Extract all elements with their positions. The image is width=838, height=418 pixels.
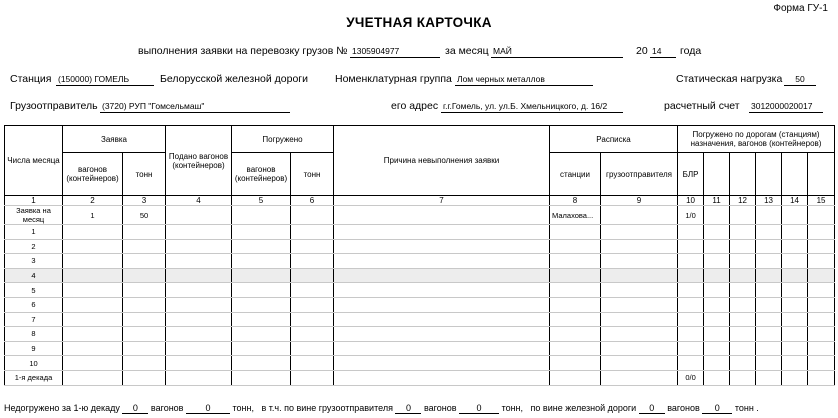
footer-text: вагонов (423, 403, 457, 413)
table-row (5, 254, 835, 269)
data-cell-tons[interactable] (123, 239, 166, 254)
footer-value[interactable]: 0 (459, 403, 499, 414)
data-cell[interactable] (291, 356, 334, 371)
column-number: 3 (123, 196, 166, 206)
footer-value[interactable]: 0 (186, 403, 230, 414)
data-cell-blr[interactable] (678, 312, 704, 327)
header-road-blank (730, 153, 756, 196)
data-cell[interactable] (334, 239, 550, 254)
address-label: его адрес (391, 100, 439, 112)
header-receipt-station: станции (550, 153, 601, 196)
data-cell[interactable] (601, 370, 678, 385)
data-cell[interactable] (601, 312, 678, 327)
row-label-cell: 3 (5, 254, 63, 269)
data-cell[interactable] (730, 327, 756, 342)
data-cell-wagons[interactable] (63, 239, 123, 254)
data-cell-station-sign[interactable] (550, 370, 601, 385)
footer-text: по вине железной дороги (530, 403, 637, 413)
data-cell-blr[interactable] (678, 225, 704, 240)
footer-text: вагонов (150, 403, 184, 413)
row-label-cell: 2 (5, 239, 63, 254)
data-cell[interactable] (601, 225, 678, 240)
data-cell-station-sign[interactable] (550, 327, 601, 342)
data-cell-tons[interactable] (123, 254, 166, 269)
data-cell[interactable] (782, 206, 808, 225)
header-road-blank (808, 153, 835, 196)
header-reason: Причина невыполнения заявки (334, 126, 550, 196)
nomenclature-label: Номенклатурная группа (335, 73, 452, 85)
data-cell[interactable] (756, 370, 782, 385)
data-cell[interactable] (808, 327, 835, 342)
data-cell[interactable] (782, 370, 808, 385)
data-cell[interactable] (291, 239, 334, 254)
station-field[interactable]: (150000) ГОМЕЛЬ (56, 74, 154, 86)
column-number: 9 (601, 196, 678, 206)
data-cell[interactable] (291, 312, 334, 327)
data-cell-wagons[interactable] (63, 297, 123, 312)
footer-text: в т.ч. по вине грузоотправителя (261, 403, 393, 413)
table-row (5, 327, 835, 342)
data-cell[interactable] (601, 283, 678, 298)
form-code: Форма ГУ-1 (773, 3, 828, 14)
row-label-cell: 10 (5, 356, 63, 371)
table-row (5, 283, 835, 298)
data-cell[interactable] (334, 297, 550, 312)
data-cell[interactable] (601, 206, 678, 225)
header-road-blank (704, 153, 730, 196)
year-prefix: 20 (636, 45, 648, 57)
data-cell[interactable] (166, 356, 232, 371)
railway-label: Белорусской железной дороги (160, 73, 308, 85)
shipper-field[interactable]: (3720) РУП "Гомсельмаш" (100, 101, 290, 113)
data-cell-tons[interactable] (123, 283, 166, 298)
data-cell[interactable] (334, 206, 550, 225)
data-cell[interactable] (730, 206, 756, 225)
row-label-cell: 8 (5, 327, 63, 342)
data-cell[interactable] (232, 297, 291, 312)
data-cell[interactable] (730, 341, 756, 356)
data-cell[interactable] (730, 283, 756, 298)
data-cell[interactable] (166, 206, 232, 225)
data-cell-station-sign[interactable] (550, 356, 601, 371)
table-row (5, 370, 835, 385)
data-cell[interactable] (291, 206, 334, 225)
data-cell[interactable] (166, 297, 232, 312)
data-cell-blr[interactable]: 0/0 (678, 370, 704, 385)
data-cell[interactable] (601, 356, 678, 371)
data-cell[interactable] (232, 327, 291, 342)
data-cell[interactable] (782, 312, 808, 327)
data-cell-tons[interactable] (123, 370, 166, 385)
column-number: 10 (678, 196, 704, 206)
header-roads: Погружено по дорогам (станциям) назначения, вагонов (контейнеров) (678, 126, 835, 153)
column-number: 15 (808, 196, 835, 206)
data-cell[interactable] (730, 225, 756, 240)
header-road-blank (782, 153, 808, 196)
row-label-cell: 1 (5, 225, 63, 240)
data-cell[interactable] (704, 341, 730, 356)
data-cell[interactable] (756, 206, 782, 225)
month-field[interactable]: МАЙ (491, 46, 623, 58)
column-number: 6 (291, 196, 334, 206)
data-cell[interactable] (334, 327, 550, 342)
header-loaded: Погружено (232, 126, 334, 153)
column-number: 14 (782, 196, 808, 206)
data-cell[interactable] (166, 341, 232, 356)
data-cell[interactable] (782, 356, 808, 371)
data-cell[interactable] (782, 225, 808, 240)
data-cell-station-sign[interactable] (550, 312, 601, 327)
data-cell-tons[interactable] (123, 312, 166, 327)
data-cell[interactable] (704, 312, 730, 327)
data-cell-tons[interactable] (123, 225, 166, 240)
request-label: выполнения заявки на перевозку грузов № (138, 45, 348, 57)
data-cell[interactable] (166, 254, 232, 269)
data-cell[interactable] (291, 225, 334, 240)
data-cell[interactable] (232, 206, 291, 225)
data-cell[interactable] (601, 254, 678, 269)
static-load-label: Статическая нагрузка (676, 73, 783, 85)
data-cell[interactable] (808, 206, 835, 225)
data-cell[interactable] (808, 254, 835, 269)
column-number: 7 (334, 196, 550, 206)
data-cell[interactable] (334, 254, 550, 269)
footer-summary (4, 403, 759, 414)
shipper-label: Грузоотправитель (10, 100, 98, 112)
footer-value[interactable]: 0 (639, 403, 665, 414)
page-title: УЧЕТНАЯ КАРТОЧКА (346, 15, 492, 30)
data-cell[interactable] (808, 297, 835, 312)
data-cell[interactable] (704, 297, 730, 312)
header-receipt: Расписка (550, 126, 678, 153)
data-cell[interactable] (232, 225, 291, 240)
data-cell-station-sign[interactable] (550, 239, 601, 254)
data-cell-blr[interactable] (678, 283, 704, 298)
header-receipt-shipper: грузоотправителя (601, 153, 678, 196)
footer-value[interactable]: 0 (122, 403, 148, 414)
data-cell-station-sign[interactable]: Малахова... (550, 206, 601, 225)
column-number-row (5, 196, 835, 206)
data-cell[interactable] (808, 268, 835, 283)
table-row (5, 297, 835, 312)
nomenclature-field[interactable]: Лом черных металлов (455, 74, 593, 86)
data-cell-station-sign[interactable] (550, 268, 601, 283)
row-label-cell: 1-я декада (5, 370, 63, 385)
data-cell[interactable] (291, 254, 334, 269)
header-request-tons: тонн (123, 153, 166, 196)
row-label-cell: 6 (5, 297, 63, 312)
row-label-cell: 5 (5, 283, 63, 298)
header-request: Заявка (63, 126, 166, 153)
data-cell-tons[interactable]: 50 (123, 206, 166, 225)
data-cell[interactable] (704, 239, 730, 254)
record-table (4, 125, 835, 386)
data-cell[interactable] (730, 356, 756, 371)
data-cell[interactable] (601, 239, 678, 254)
header-request-wagons: вагонов (контейнеров) (63, 153, 123, 196)
request-number-field[interactable]: 1305904977 (350, 46, 440, 58)
data-cell[interactable] (291, 327, 334, 342)
table-row (5, 206, 835, 225)
data-cell[interactable] (232, 341, 291, 356)
data-cell-wagons[interactable] (63, 225, 123, 240)
data-cell[interactable] (166, 268, 232, 283)
table-row (5, 239, 835, 254)
data-cell-wagons[interactable]: 1 (63, 206, 123, 225)
data-cell[interactable] (782, 239, 808, 254)
data-cell[interactable] (291, 283, 334, 298)
data-cell[interactable] (808, 239, 835, 254)
footer-text: вагонов (667, 403, 700, 413)
data-cell[interactable] (756, 239, 782, 254)
data-cell[interactable] (601, 341, 678, 356)
data-cell[interactable] (730, 297, 756, 312)
data-cell[interactable] (166, 312, 232, 327)
data-cell[interactable] (704, 225, 730, 240)
data-cell-wagons[interactable] (63, 268, 123, 283)
footer-value[interactable]: 0 (395, 403, 421, 414)
data-cell[interactable] (782, 268, 808, 283)
data-cell[interactable] (782, 297, 808, 312)
data-cell[interactable] (704, 254, 730, 269)
data-cell[interactable] (166, 225, 232, 240)
data-cell[interactable] (756, 254, 782, 269)
data-cell-blr[interactable] (678, 254, 704, 269)
data-cell-station-sign[interactable] (550, 283, 601, 298)
data-cell[interactable] (166, 283, 232, 298)
data-cell[interactable] (232, 254, 291, 269)
data-cell-wagons[interactable] (63, 341, 123, 356)
column-number: 8 (550, 196, 601, 206)
row-label-cell: 4 (5, 268, 63, 283)
data-cell[interactable] (334, 283, 550, 298)
data-cell[interactable] (334, 268, 550, 283)
row-label-cell: Заявка на месяц (5, 206, 63, 225)
data-cell-station-sign[interactable] (550, 297, 601, 312)
table-row (5, 268, 835, 283)
data-cell-tons[interactable] (123, 341, 166, 356)
data-cell[interactable] (601, 268, 678, 283)
data-cell[interactable] (756, 327, 782, 342)
data-cell[interactable] (334, 356, 550, 371)
table-row (5, 341, 835, 356)
data-cell[interactable] (704, 268, 730, 283)
data-cell-blr[interactable] (678, 239, 704, 254)
data-cell-blr[interactable] (678, 297, 704, 312)
header-loaded-tons: тонн (291, 153, 334, 196)
data-cell[interactable] (704, 327, 730, 342)
footer-text: тонн, (501, 403, 524, 413)
data-cell-station-sign[interactable] (550, 225, 601, 240)
data-cell[interactable] (291, 370, 334, 385)
table-row (5, 356, 835, 371)
data-cell[interactable] (334, 225, 550, 240)
header-blr: БЛР (678, 153, 704, 196)
column-number: 4 (166, 196, 232, 206)
data-cell[interactable] (756, 297, 782, 312)
data-cell[interactable] (704, 356, 730, 371)
column-number: 5 (232, 196, 291, 206)
data-cell[interactable] (291, 268, 334, 283)
data-cell[interactable] (782, 283, 808, 298)
data-cell-wagons[interactable] (63, 283, 123, 298)
data-cell[interactable] (730, 268, 756, 283)
data-cell-blr[interactable] (678, 341, 704, 356)
footer-text: тонн . (734, 403, 759, 413)
data-cell[interactable] (232, 239, 291, 254)
data-cell[interactable] (704, 283, 730, 298)
static-load-field[interactable]: 50 (784, 74, 816, 86)
data-cell-wagons[interactable] (63, 254, 123, 269)
header-submitted: Подано вагонов (контейнеров) (166, 126, 232, 196)
data-cell-tons[interactable] (123, 356, 166, 371)
data-cell[interactable] (232, 283, 291, 298)
data-cell[interactable] (704, 206, 730, 225)
account-field[interactable]: 3012000020017 (749, 101, 823, 113)
data-cell-tons[interactable] (123, 268, 166, 283)
data-cell[interactable] (291, 341, 334, 356)
row-label-cell: 9 (5, 341, 63, 356)
table-body (5, 196, 835, 386)
month-label: за месяц (445, 45, 489, 57)
data-cell[interactable] (756, 312, 782, 327)
data-cell[interactable] (730, 370, 756, 385)
data-cell-blr[interactable] (678, 268, 704, 283)
data-cell[interactable] (232, 356, 291, 371)
data-cell[interactable] (808, 356, 835, 371)
data-cell[interactable] (808, 312, 835, 327)
data-cell-wagons[interactable] (63, 356, 123, 371)
data-cell[interactable] (756, 341, 782, 356)
data-cell[interactable] (232, 312, 291, 327)
table-row (5, 225, 835, 240)
account-label: расчетный счет (664, 100, 740, 112)
data-cell-wagons[interactable] (63, 370, 123, 385)
column-number: 13 (756, 196, 782, 206)
data-cell-tons[interactable] (123, 297, 166, 312)
data-cell-blr[interactable] (678, 356, 704, 371)
data-cell[interactable] (782, 254, 808, 269)
data-cell-station-sign[interactable] (550, 254, 601, 269)
data-cell[interactable] (730, 254, 756, 269)
data-cell[interactable] (808, 283, 835, 298)
address-field[interactable]: г.г.Гомель, ул. ул.Б. Хмельницкого, д. 16/2 (441, 101, 623, 113)
data-cell[interactable] (808, 341, 835, 356)
data-cell[interactable] (232, 268, 291, 283)
table-row (5, 312, 835, 327)
data-cell[interactable] (782, 327, 808, 342)
column-number: 12 (730, 196, 756, 206)
column-number: 1 (5, 196, 63, 206)
year-field[interactable]: 14 (650, 46, 676, 58)
data-cell[interactable] (601, 297, 678, 312)
data-cell[interactable] (782, 341, 808, 356)
year-label: года (680, 45, 702, 57)
footer-text: Недогружено за 1-ю декаду (4, 403, 120, 413)
data-cell[interactable] (808, 225, 835, 240)
data-cell[interactable] (334, 312, 550, 327)
footer-text: тонн, (232, 403, 254, 413)
data-cell[interactable] (601, 327, 678, 342)
data-cell[interactable] (166, 327, 232, 342)
data-cell[interactable] (166, 239, 232, 254)
header-road-blank (756, 153, 782, 196)
data-cell-blr[interactable] (678, 327, 704, 342)
data-cell-wagons[interactable] (63, 327, 123, 342)
data-cell[interactable] (756, 225, 782, 240)
data-cell[interactable] (166, 370, 232, 385)
data-cell[interactable] (730, 312, 756, 327)
data-cell[interactable] (756, 283, 782, 298)
data-cell[interactable] (756, 356, 782, 371)
footer-value[interactable]: 0 (702, 403, 732, 414)
data-cell[interactable] (291, 297, 334, 312)
column-number: 11 (704, 196, 730, 206)
header-loaded-wagons: вагонов (контейнеров) (232, 153, 291, 196)
data-cell-tons[interactable] (123, 327, 166, 342)
data-cell-wagons[interactable] (63, 312, 123, 327)
data-cell[interactable] (730, 239, 756, 254)
data-cell-station-sign[interactable] (550, 341, 601, 356)
row-label-cell: 7 (5, 312, 63, 327)
header-date: Числа месяца (5, 126, 63, 196)
data-cell[interactable] (704, 370, 730, 385)
data-cell[interactable] (756, 268, 782, 283)
data-cell-blr[interactable]: 1/0 (678, 206, 704, 225)
data-cell[interactable] (232, 370, 291, 385)
column-number: 2 (63, 196, 123, 206)
station-label: Станция (10, 73, 52, 85)
data-cell[interactable] (334, 370, 550, 385)
data-cell[interactable] (334, 341, 550, 356)
data-cell[interactable] (808, 370, 835, 385)
